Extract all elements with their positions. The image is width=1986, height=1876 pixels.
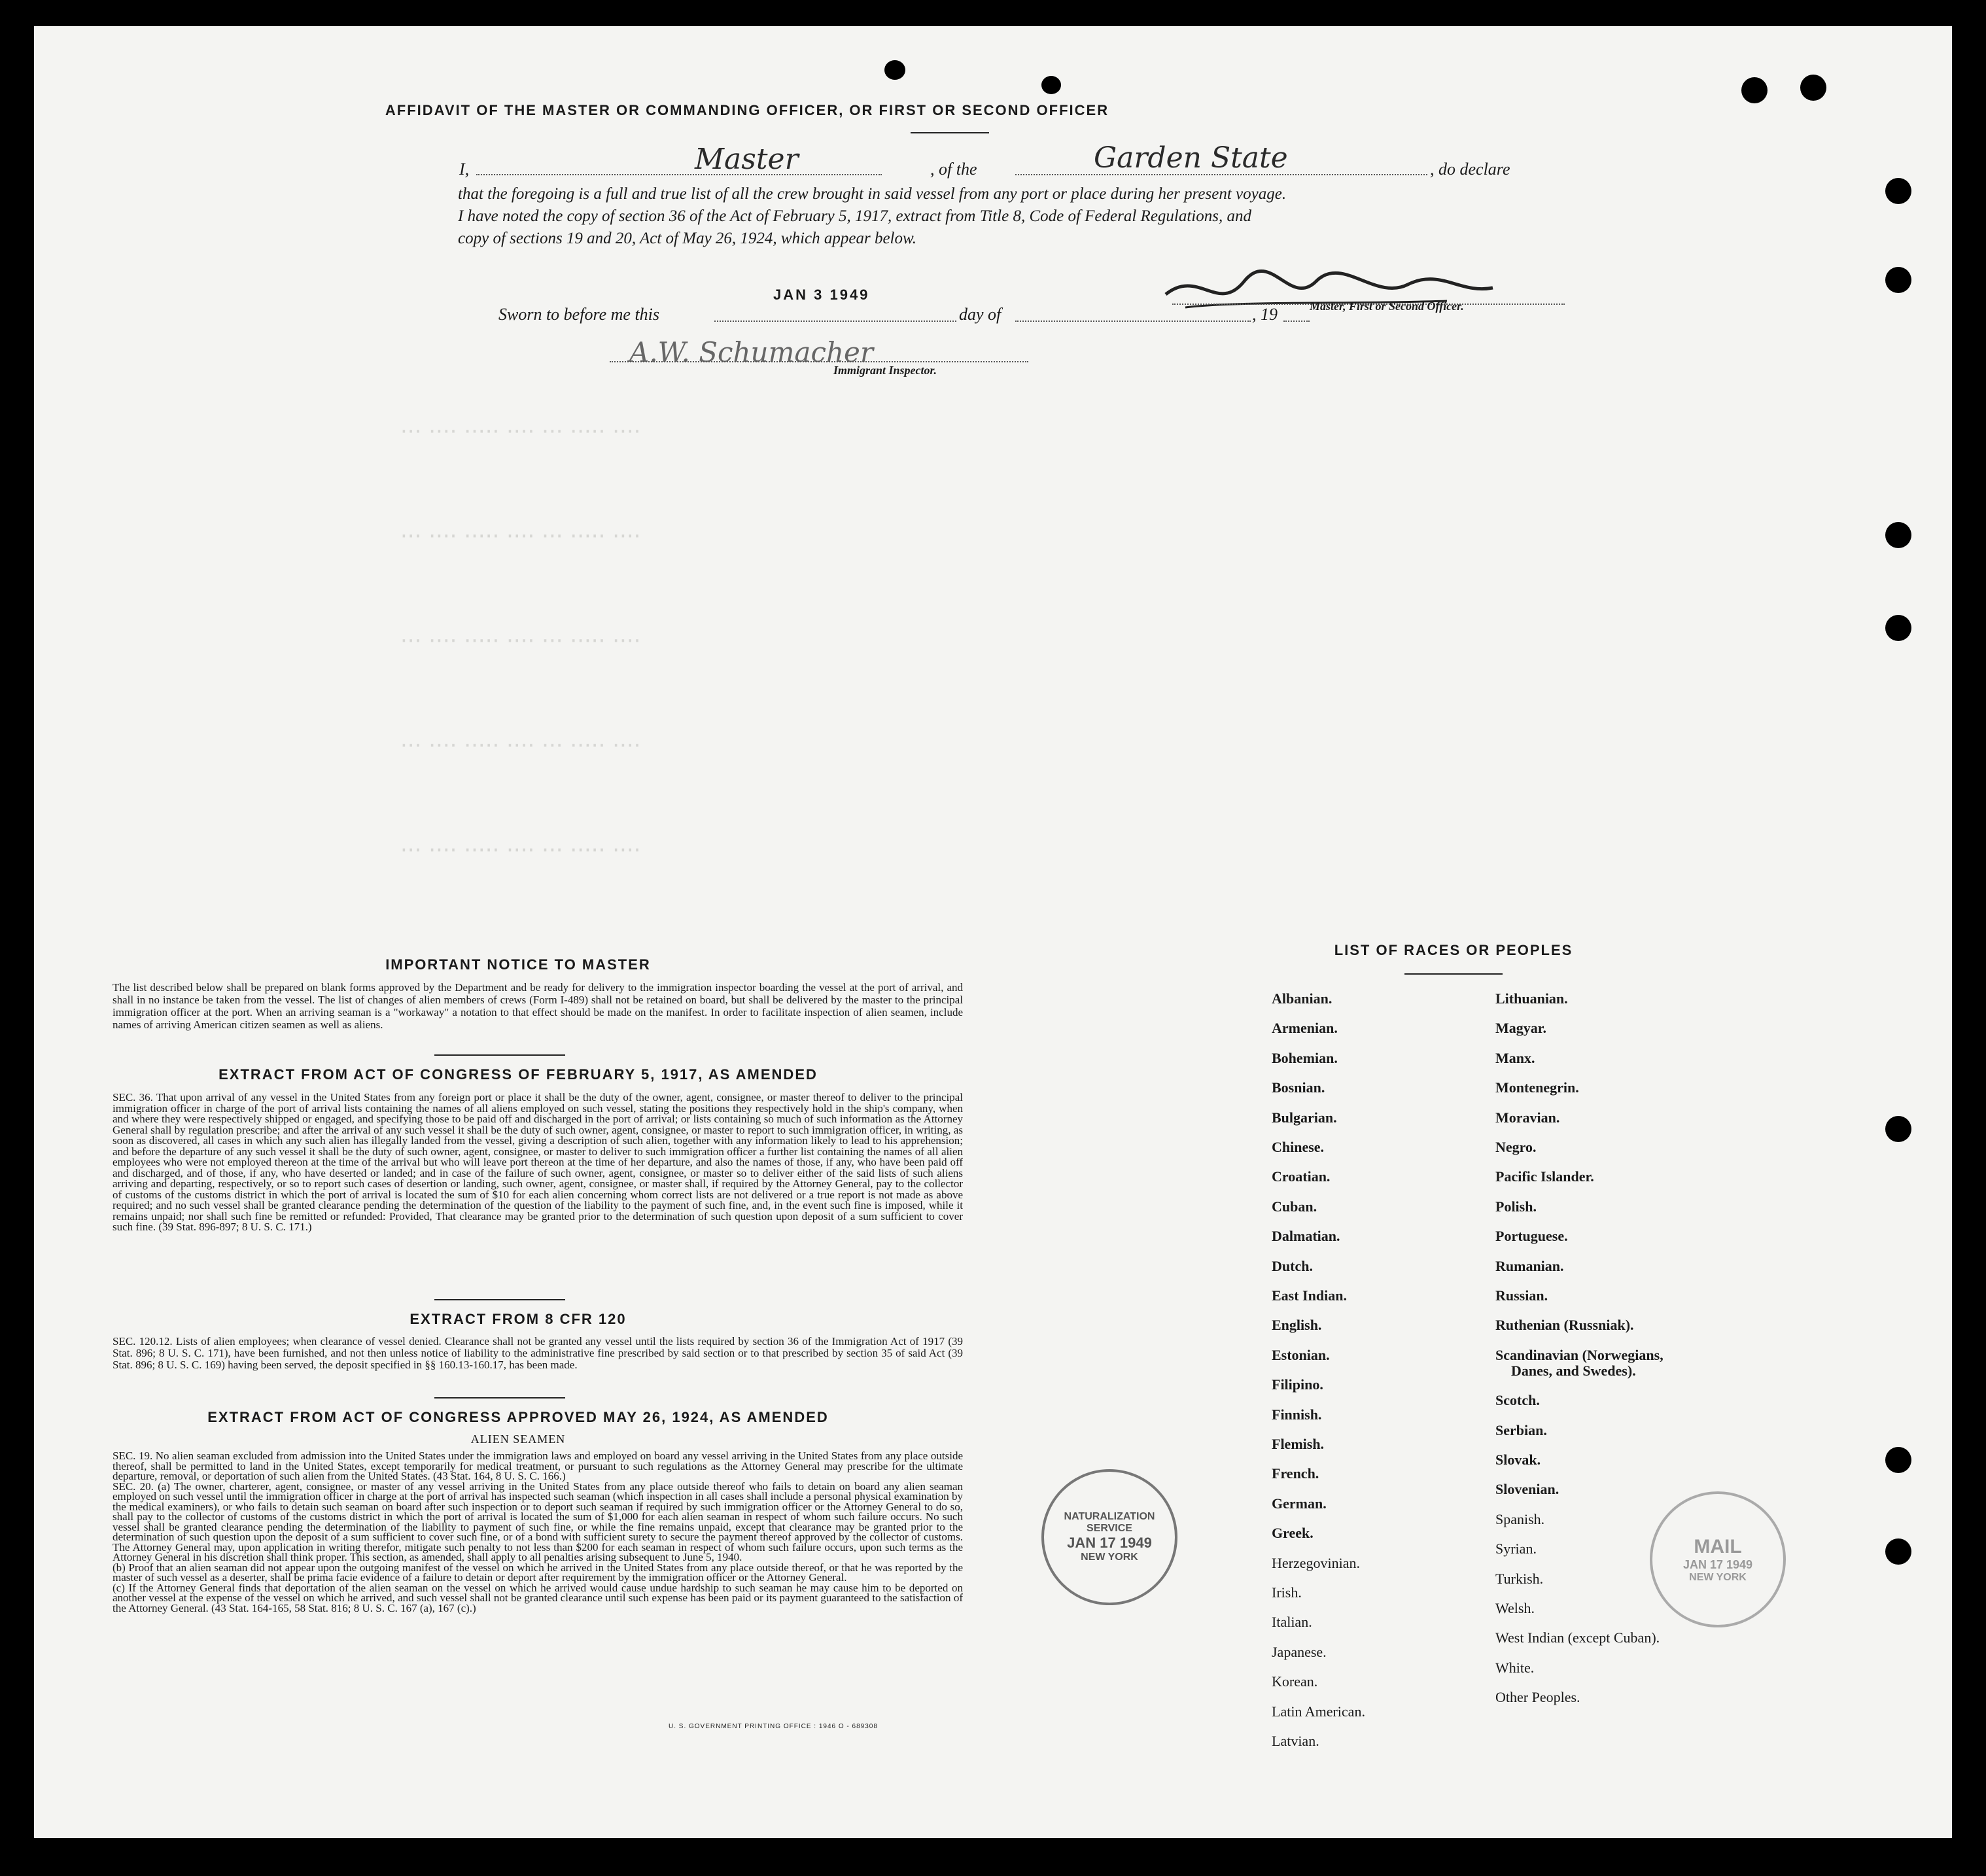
document-page xyxy=(34,26,1952,1838)
punch-hole xyxy=(1741,77,1768,103)
race-item: Bosnian. xyxy=(1272,1079,1325,1096)
race-item: Scandinavian (Norwegians, xyxy=(1495,1346,1664,1363)
affidavit-i: I, xyxy=(459,160,470,179)
race-item: Bulgarian. xyxy=(1272,1109,1337,1126)
divider xyxy=(1404,973,1503,975)
race-item: Chinese. xyxy=(1272,1139,1325,1155)
divider xyxy=(911,132,989,133)
affidavit-line: copy of sections 19 and 20, Act of May 26, 1924, which appear below. xyxy=(458,230,917,247)
race-item: Moravian. xyxy=(1495,1109,1560,1126)
race-item: Polish. xyxy=(1495,1198,1537,1215)
race-item: Cuban. xyxy=(1272,1198,1317,1215)
bleed-through-text: ··· ···· ····· ···· ··· ····· ···· xyxy=(400,419,641,445)
printer-imprint: U. S. GOVERNMENT PRINTING OFFICE : 1946 O - 689308 xyxy=(669,1723,878,1730)
race-item: Magyar. xyxy=(1495,1020,1547,1037)
extract-1917-title: EXTRACT FROM ACT OF CONGRESS OF FEBRUARY 5, 1917, AS AMENDED xyxy=(218,1066,818,1083)
punch-hole xyxy=(1885,615,1911,641)
race-item: Spanish. xyxy=(1495,1510,1545,1527)
race-item: Japanese. xyxy=(1272,1643,1327,1660)
race-item: Greek. xyxy=(1272,1525,1314,1542)
race-item: Portuguese. xyxy=(1495,1228,1568,1245)
vessel-handwriting: Garden State xyxy=(1094,141,1288,175)
punch-hole xyxy=(884,60,905,80)
inspector-caption: Immigrant Inspector. xyxy=(833,364,937,377)
punch-hole xyxy=(1885,522,1911,548)
race-item: Danes, and Swedes). xyxy=(1511,1362,1636,1379)
race-item: German. xyxy=(1272,1495,1327,1512)
day-of-label: day of xyxy=(959,305,1002,324)
race-item: East Indian. xyxy=(1272,1287,1347,1304)
divider xyxy=(434,1054,565,1056)
master-field-line xyxy=(476,156,882,175)
punch-hole xyxy=(1885,1538,1911,1565)
race-item: Herzegovinian. xyxy=(1272,1554,1360,1571)
sworn-label: Sworn to before me this xyxy=(498,305,660,324)
inspector-line xyxy=(610,344,1028,362)
race-item: Serbian. xyxy=(1495,1421,1547,1438)
race-item: Welsh. xyxy=(1495,1600,1535,1616)
master-handwriting: Master xyxy=(695,143,799,176)
section-20b: (b) Proof that an alien seaman did not appear upon the outgoing manifest of the vessel on which he arrived in the United States from any place outside thereof, or that he was reported by the master of such vessel as a deserter, shall be prima facie evidence of a failure to detain or deport after requirement by the immigration officer or the Attorney General. xyxy=(113,1561,963,1584)
race-item: Turkish. xyxy=(1495,1570,1544,1587)
notice-title: IMPORTANT NOTICE TO MASTER xyxy=(385,956,651,973)
date-stamp: JAN 3 1949 xyxy=(773,287,870,303)
punch-hole xyxy=(1885,267,1911,293)
extract-1924-subtitle: ALIEN SEAMEN xyxy=(470,1433,566,1446)
affidavit-body xyxy=(458,183,1563,250)
stamp-date: JAN 17 1949 xyxy=(1682,1557,1753,1571)
punch-hole xyxy=(1041,76,1061,94)
divider xyxy=(434,1299,565,1300)
extract-1917-text: SEC. 36. That upon arrival of any vessel in the United States from any foreign port or place it shall be the duty of the owner, agent, consignee, or master thereof to deliver to the principal immigration officer in charge of the port of arrival lists containing the names of all aliens employed on such vessel, stating the positions they respectively hold in the ship's company, when and where they were respectively shipped or engaged, and specifying those to be paid off and discharged in the port of arrival; or lists containing so much of such information as the Attorney General shall by regulation prescribe; and after the arrival of any such vessel it shall be the duty of such owner, agent, consignee, or master to report to such immigration officer, in writing, as soon as discovered, all cases in which any such alien has illegally landed from the vessel, giving a description of such alien, together with any information likely to lead to his apprehension; and before the departure of any such vessel it shall be the duty of such owner, agent, consignee, or master to deliver to such immigration officer a further list containing the names of all alien employees who were not employed thereon at the time of the arrival but who will leave port thereon at the time of her departure, and also the names of those, if any, who have been paid off and discharged, and of those, if any, who have deserted or landed; and in case of the failure of such owner, agent, consignee, or master so to deliver either of the said lists of such aliens arriving and departing, respectively, or so to report such cases of desertion or landing, such owner, agent, consignee, or master shall, if required by the Attorney General, pay to the collector of customs of the customs district in which the port of arrival is located the sum of $10 for each alien concerning whom correct lists are not delivered or a true report is not made as above required; and no such vessel shall be granted clearance pending the determination of the question of the liability to the payment of such fine, and, in the event such fine is imposed, while it remains unpaid; nor shall such fine be remitted or refunded: Provided, That clearance may be granted prior to the determination of such question upon deposit of a sum sufficient to cover such fine. (39 Stat. 896-897; 8 U. S. C. 171.) xyxy=(113,1091,963,1233)
divider xyxy=(434,1397,565,1398)
race-item: Montenegrin. xyxy=(1495,1079,1579,1096)
of-the-label: , of the xyxy=(930,160,977,179)
bleed-through-text: ··· ···· ····· ···· ··· ····· ···· xyxy=(400,837,641,863)
race-item: Other Peoples. xyxy=(1495,1689,1580,1706)
punch-hole xyxy=(1800,75,1826,101)
race-item: English. xyxy=(1272,1317,1322,1334)
race-item: Dalmatian. xyxy=(1272,1228,1340,1245)
master-caption: Master, First or Second Officer. xyxy=(1310,300,1464,313)
race-item: West Indian (except Cuban). xyxy=(1495,1629,1660,1646)
affidavit-line: that the foregoing is a full and true list of all the crew brought in said vessel from any port or place during her present voyage. xyxy=(458,185,1287,203)
bleed-through-text: ··· ···· ····· ···· ··· ····· ···· xyxy=(400,523,641,549)
affidavit-line: I have noted the copy of section 36 of the Act of February 5, 1917, extract from Title 8, Code of Federal Regulations, and xyxy=(458,207,1251,225)
race-item: Lithuanian. xyxy=(1495,990,1568,1007)
stamp-city: NEW YORK xyxy=(1081,1552,1138,1563)
race-item: Latvian. xyxy=(1272,1733,1319,1749)
section-20c: (c) If the Attorney General finds that deportation of the alien seaman on the vessel on which he arrived would cause undue hardship to such seaman he may cause him to be deported on another vessel at the expense of the vessel on which he arrived, and such vessel shall not be granted clearance until such expense has been paid or its payment guaranteed to the satisfaction of the Attorney General. (43 Stat. 164-165, 58 Stat. 816; 8 U. S. C. 167 (a), 167 (c).) xyxy=(113,1581,963,1614)
extract-cfr-text: SEC. 120.12. Lists of alien employees; when clearance of vessel denied. Clearance shall not be granted any vessel until the lists required by section 36 of the Immigration Act of 1917 (39 Stat. 896; 8 U. S. C. 171), have been furnished, and not then unless notice of liability to the administrative fine prescribed by said section or to that prescribed by section 35 of said Act (39 Stat. 896; 8 U. S. C. 169) having been served, the deposit specified in §§ 160.13-160.17, has been made. xyxy=(113,1335,963,1371)
stamp-text: MAIL xyxy=(1694,1535,1742,1557)
race-item: Italian. xyxy=(1272,1614,1312,1631)
extract-cfr-title: EXTRACT FROM 8 CFR 120 xyxy=(409,1311,627,1327)
stamp-city: NEW YORK xyxy=(1689,1571,1747,1583)
race-item: Finnish. xyxy=(1272,1406,1322,1423)
punch-hole xyxy=(1885,1447,1911,1473)
race-item: Scotch. xyxy=(1495,1392,1540,1409)
race-item: Dutch. xyxy=(1272,1257,1313,1274)
notice-text: The list described below shall be prepared on blank forms approved by the Department and be ready for delivery to the immigration inspector boarding the vessel at the port of arrival, and shall in no instance be taken from the vessel. The list of changes of alien members of crews (Form I-489) shall not be retained on board, but shall be delivered by the master to the principal immigration officer at the port. When an arriving seaman is a "workaway" a notation to that effect should be made on the manifest. In order to facilitate inspection of alien seamen, include names of arriving American citizen seamen as well as aliens. xyxy=(113,981,963,1031)
race-item: Russian. xyxy=(1495,1287,1548,1304)
section-19: SEC. 19. No alien seaman excluded from admission into the United States under the immigration laws and employed on board any vessel arriving in the United States from any place outside thereof, shall be permitted to land in the United States, except temporarily for medical treatment, or pursuant to such regulations as the Attorney General may prescribe for the ultimate departure, removal, or deportation of such alien from the United States. (43 Stat. 164, 8 U. S. C. 166.) xyxy=(113,1450,963,1482)
race-item: Filipino. xyxy=(1272,1376,1323,1393)
sworn-date-line xyxy=(714,304,956,322)
race-item: Negro. xyxy=(1495,1139,1537,1155)
year-line xyxy=(1283,304,1310,322)
immigration-stamp-left xyxy=(1041,1469,1177,1605)
race-item: Armenian. xyxy=(1272,1020,1338,1037)
race-item: Albanian. xyxy=(1272,990,1333,1007)
race-item: Korean. xyxy=(1272,1673,1318,1690)
race-item: Pacific Islander. xyxy=(1495,1168,1594,1185)
stamp-date: JAN 17 1949 xyxy=(1067,1535,1152,1551)
year-prefix: , 19 xyxy=(1252,305,1278,324)
race-item: Croatian. xyxy=(1272,1168,1331,1185)
extract-1924-body xyxy=(113,1451,963,1613)
race-item: White. xyxy=(1495,1659,1535,1676)
race-item: French. xyxy=(1272,1465,1319,1482)
section-20a: SEC. 20. (a) The owner, charterer, agent, consignee, or master of any vessel arriving in the United States from any place outside thereof who fails to detain on board any alien seaman employed on such vessel until the immigration officer in charge at the port of arrival has inspected such seaman (which inspection in all cases shall include a personal physical examination by the medical examiners), or who fails to detain such seaman on board after such inspection or to deport such seaman if required by such immigration officer or the Attorney General to do so, shall pay to the collector of customs of the customs district in which the port of arrival is located the sum of $1,000 for each alien seaman in respect of whom such failure occurs. No such vessel shall be granted clearance pending the determination of the liability to payment of such fine, or while the fine remains unpaid, except that clearance may be granted prior to the determination of such question upon the deposit of a sum sufficient to cover such fine, or of a bond with sufficient surety to secure the payment thereof approved by the collector of customs. The Attorney General may, upon application in writing therefor, mitigate such penalty to not less than $200 for each seaman in respect of whom such failure occurs, upon such terms as the Attorney General in his discretion shall think proper. This section, as amended, shall apply to all penalties arising subsequent to June 5, 1940. xyxy=(113,1480,963,1563)
race-item: Bohemian. xyxy=(1272,1049,1338,1066)
race-item: Slovak. xyxy=(1495,1451,1541,1468)
do-declare-label: , do declare xyxy=(1430,160,1510,179)
races-title: LIST OF RACES OR PEOPLES xyxy=(1334,942,1573,958)
race-item: Irish. xyxy=(1272,1584,1302,1601)
race-item: Ruthenian (Russniak). xyxy=(1495,1317,1634,1334)
race-item: Manx. xyxy=(1495,1049,1535,1066)
race-item: Flemish. xyxy=(1272,1436,1325,1452)
stamp-text: NATURALIZATION SERVICE xyxy=(1064,1511,1155,1534)
bleed-through-text: ··· ···· ····· ···· ··· ····· ···· xyxy=(400,733,641,759)
race-item: Syrian. xyxy=(1495,1540,1537,1557)
month-line xyxy=(1015,304,1251,322)
punch-hole xyxy=(1885,178,1911,204)
punch-hole xyxy=(1885,1116,1911,1142)
mail-stamp-right xyxy=(1650,1491,1786,1627)
race-item: Latin American. xyxy=(1272,1703,1365,1720)
affidavit-title: AFFIDAVIT OF THE MASTER OR COMMANDING OFFICER, OR FIRST OR SECOND OFFICER xyxy=(385,102,1109,118)
bleed-through-text: ··· ···· ····· ···· ··· ····· ···· xyxy=(400,628,641,654)
race-item: Slovenian. xyxy=(1495,1481,1559,1498)
extract-1924-title: EXTRACT FROM ACT OF CONGRESS APPROVED MAY 26, 1924, AS AMENDED xyxy=(207,1409,829,1425)
inspector-signature: A.W. Schumacher xyxy=(629,336,873,368)
race-item: Rumanian. xyxy=(1495,1257,1564,1274)
race-item: Estonian. xyxy=(1272,1346,1330,1363)
